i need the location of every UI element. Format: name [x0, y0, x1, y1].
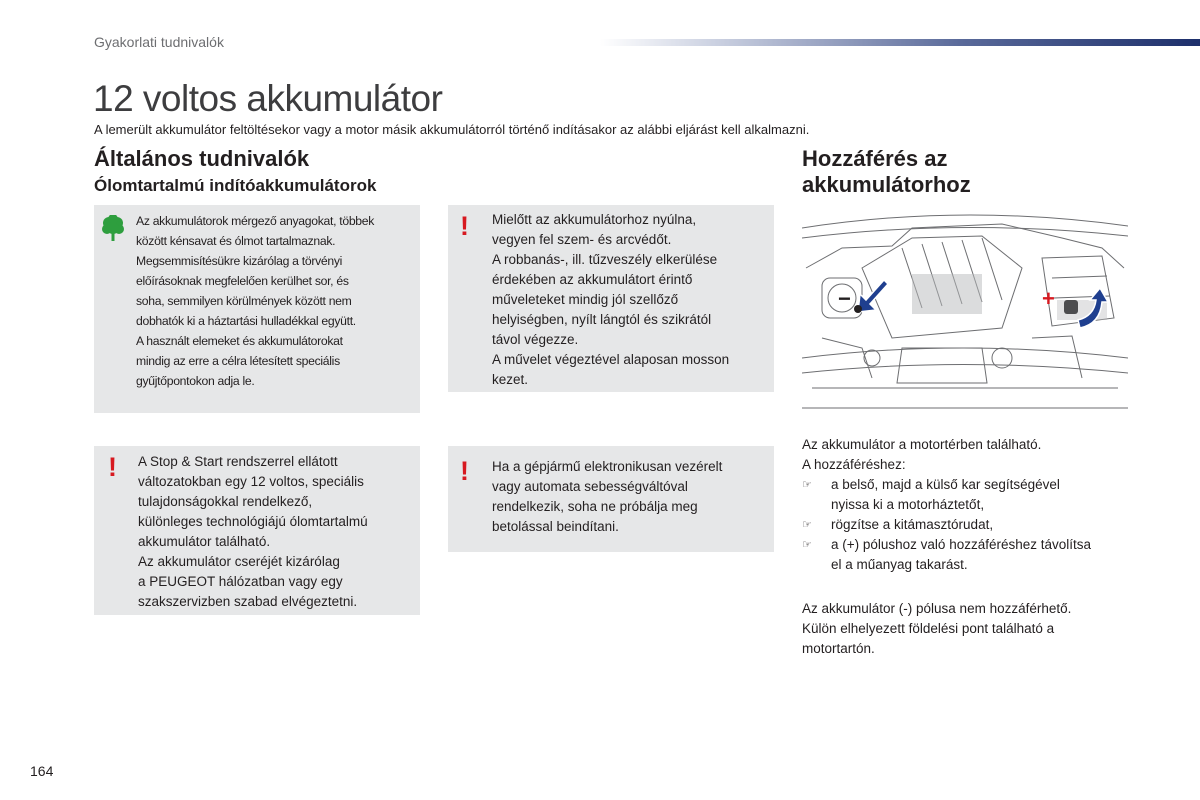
gearbox-warning-box	[448, 446, 774, 552]
list-item	[802, 515, 1142, 535]
stop-start-text: A Stop & Start rendszerrel ellátott változatokban egy 12 voltos, speciális tulajdonságokkal rendelkező, különleges technológiájú ólomtartalmú akkumulátor található. Az akkumulátor cseréjét kizárólag a PEUGEOT hálózatban vagy egy szakszervizben szabad elvégeztetni.	[138, 454, 368, 609]
negative-terminal-note: Az akkumulátor (-) pólusa nem hozzáférhető. Külön elhelyezett földelési pont található a motortartón.	[802, 601, 1072, 656]
pointing-hand-icon: ☞	[802, 539, 812, 551]
section-header: Gyakorlati tudnivalók	[94, 34, 224, 50]
step-text: a (+) pólushoz való hozzáféréshez távolítsa el a műanyag takarást.	[831, 537, 1092, 572]
safety-warning-text: Mielőtt az akkumulátorhoz nyúlna, vegyen fel szem- és arcvédőt. A robbanás-, ill. tűzveszély elkerülése érdekében az akkumulátort érintő műveleteket mindig jól szellőző helyiségben, nyílt lángtól és szikrától távol végezze. A művelet végeztével alaposan mosson kezet.	[492, 212, 730, 387]
step-text: rögzítse a kitámasztórudat,	[831, 517, 994, 532]
access-heading: Hozzáférés az akkumulátorhoz	[802, 146, 971, 197]
battery-location-text: Az akkumulátor a motortérben található.	[802, 437, 1042, 452]
gearbox-warning-text: Ha a gépjármű elektronikusan vezérelt vagy automata sebességváltóval rendelkezik, soha ne próbálja meg betolással beindítani.	[492, 459, 723, 534]
access-instructions	[802, 435, 1142, 659]
exclamation-icon: !	[108, 452, 117, 482]
lead-acid-subheading: Ólomtartalmú indítóakkumulátorok	[94, 176, 377, 195]
exclamation-icon: !	[460, 456, 469, 486]
header-gradient-bar	[600, 39, 1200, 46]
plus-terminal-label: +	[1042, 286, 1055, 311]
eco-leaf-icon	[101, 215, 125, 241]
list-item	[802, 475, 1142, 515]
intro-text: A lemerült akkumulátor feltöltésekor vagy a motor másik akkumulátorról történő indításakor az alábbi eljárást kell alkalmazni.	[94, 122, 810, 137]
stop-start-warning-box	[94, 446, 420, 615]
page-number: 164	[30, 763, 54, 779]
list-item	[802, 535, 1142, 575]
safety-warning-box	[448, 205, 774, 392]
eco-info-box	[94, 205, 420, 413]
step-text: a belső, majd a külső kar segítségével nyissa ki a motorháztetőt,	[831, 477, 1060, 512]
pointing-hand-icon: ☞	[802, 479, 812, 491]
page-title: 12 voltos akkumulátor	[93, 78, 443, 119]
pointing-hand-icon: ☞	[802, 519, 812, 531]
eco-info-text: Az akkumulátorok mérgező anyagokat, többek között kénsavat és ólmot tartalmaznak. Megsemmisítésükre kizárólag a törvényi előírásoknak megfelelően kerülhet sor, és soha, semmilyen körülmények között nem dobhatók ki a háztartási hulladékkal együtt. A használt elemeket és akkumulátorokat mindig az erre a célra létesített speciális gyűjtőpontokon adja le.	[136, 214, 375, 388]
access-label: A hozzáféréshez:	[802, 457, 906, 472]
general-info-heading: Általános tudnivalók	[94, 146, 310, 171]
engine-bay-illustration	[802, 208, 1128, 422]
minus-terminal-label: −	[838, 286, 851, 311]
exclamation-icon: !	[460, 211, 469, 241]
